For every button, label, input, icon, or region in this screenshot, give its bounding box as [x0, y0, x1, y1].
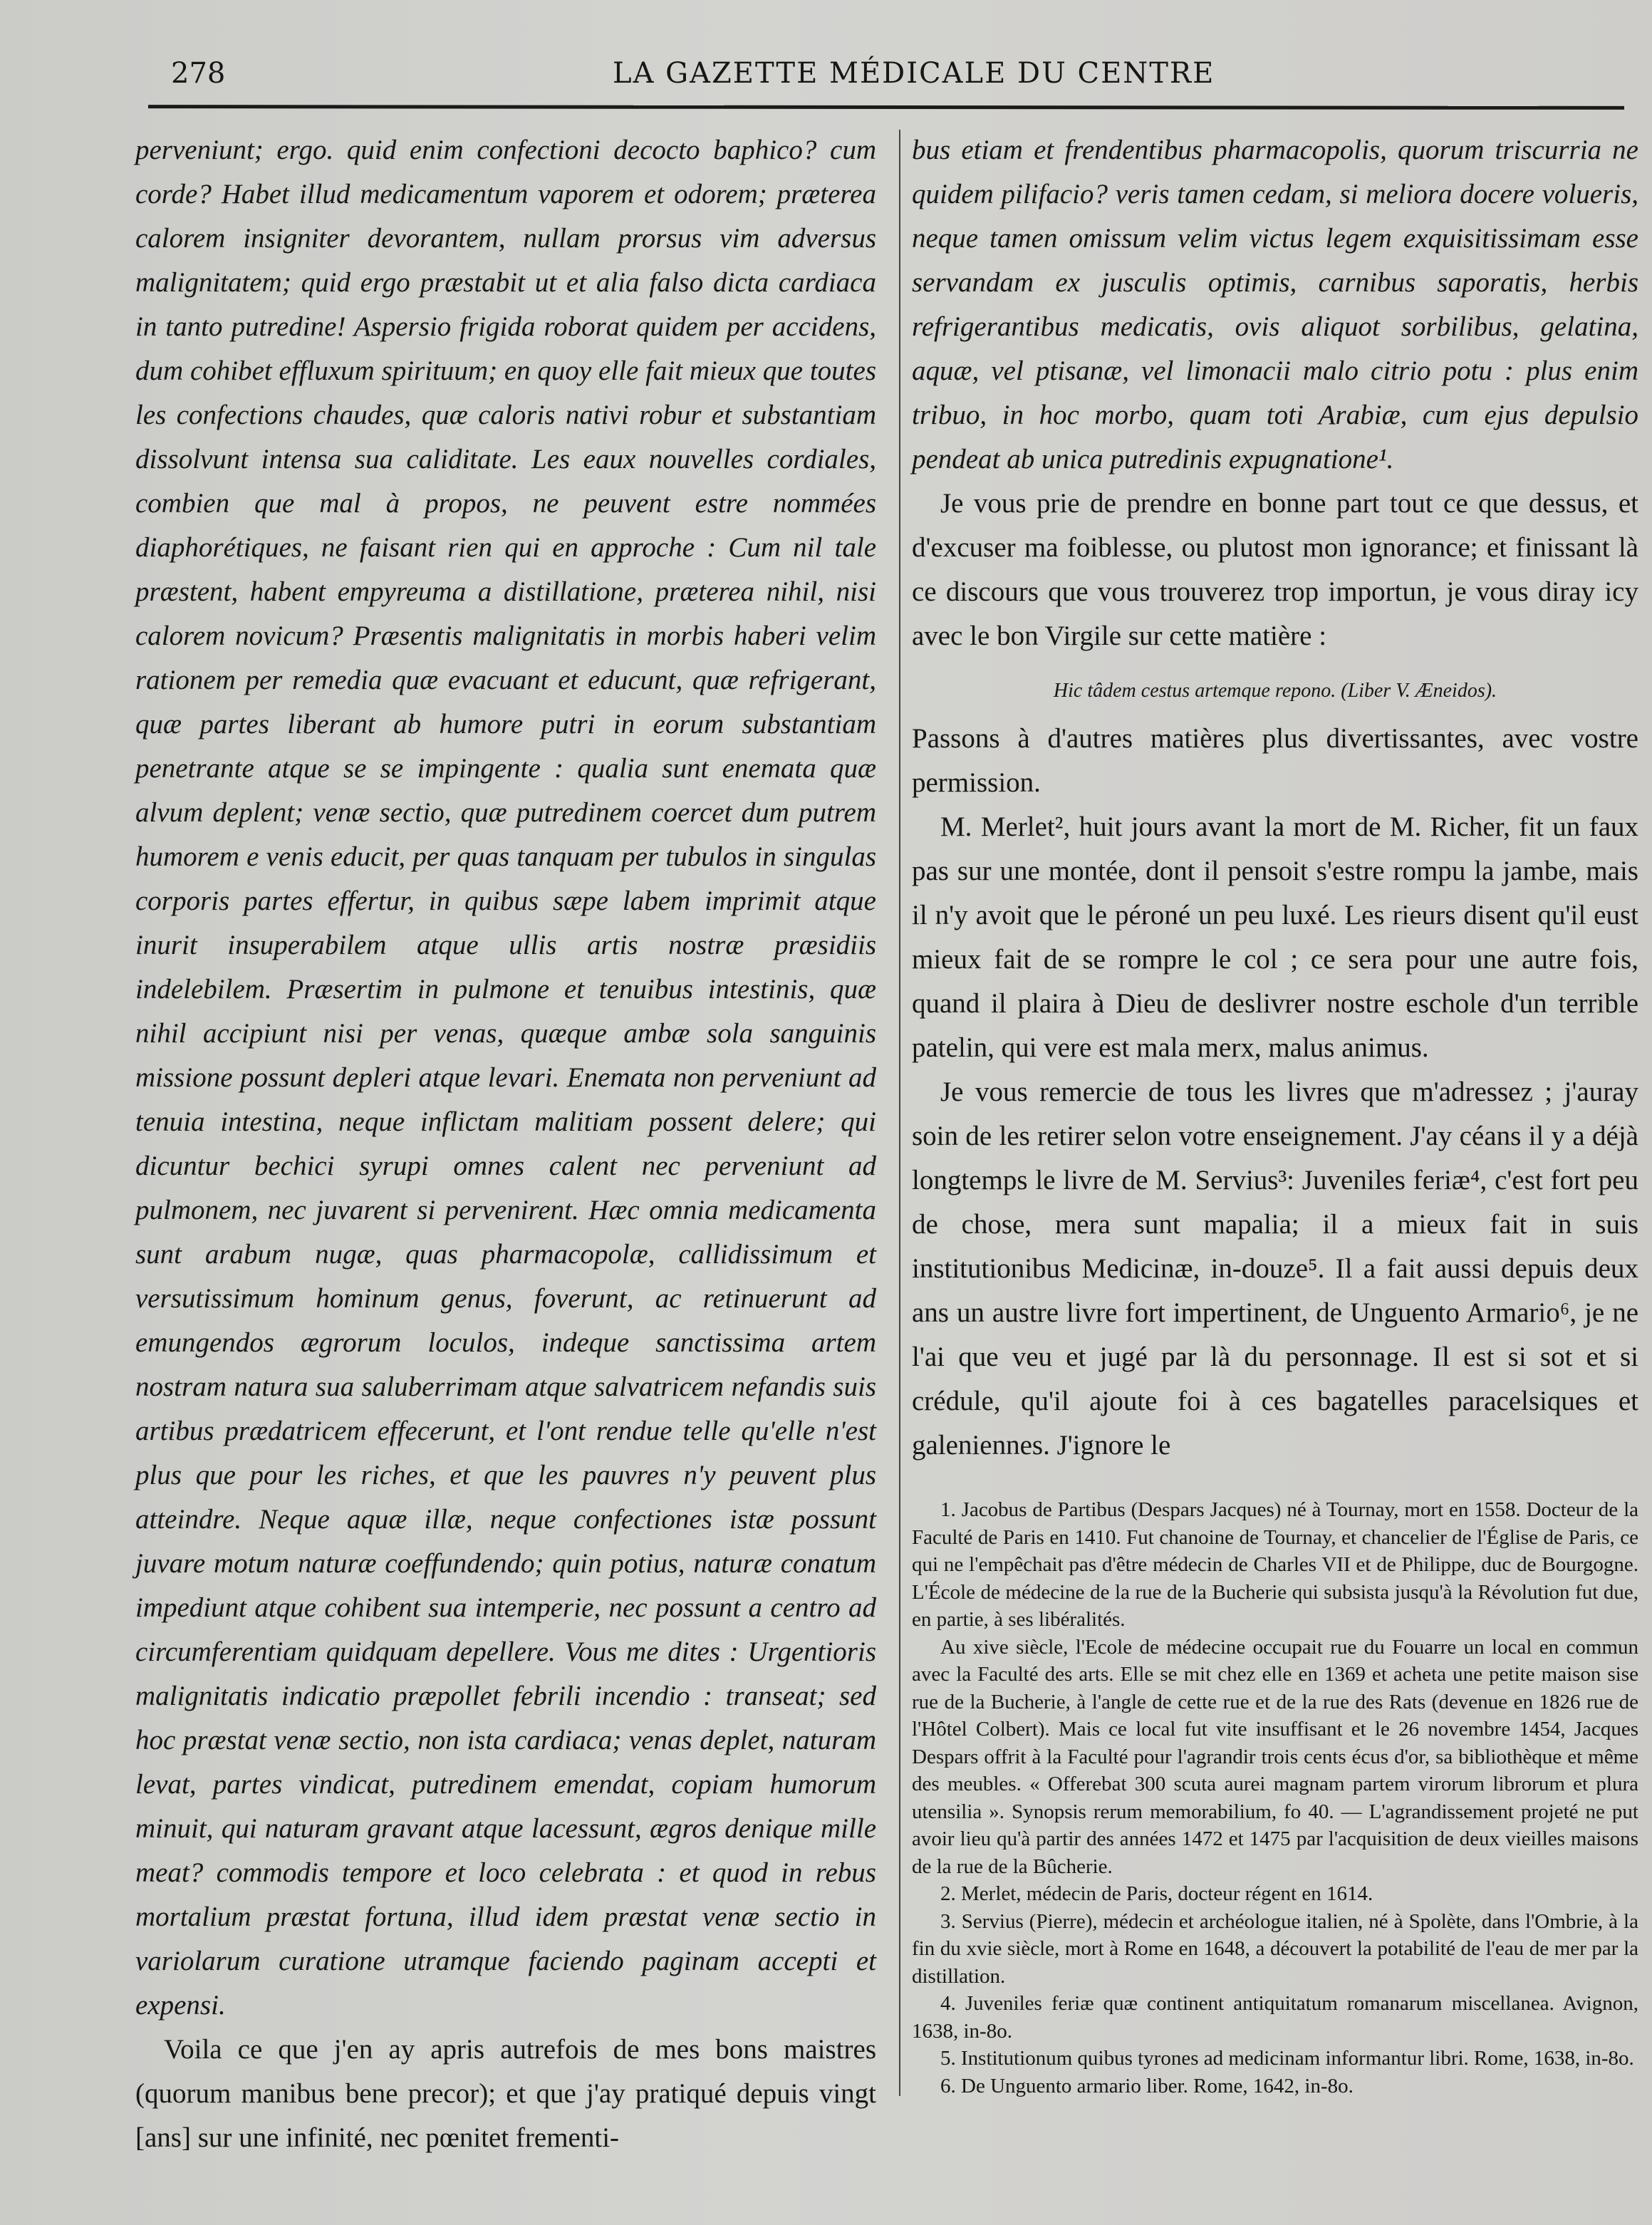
left-paragraph-2: Voila ce que j'en ay apris autrefois de mes bons maistres (quorum manibus bene precor); et que j'ay pratiqué depuis vingt [ans] sur une infinité, nec pœnitet frementi- — [135, 2034, 876, 2153]
right-paragraph-1: bus etiam et frendentibus pharmacopolis, quorum triscurria ne quidem pilifacio? veris tamen cedam, si meliora docere volueris, neque tamen omissum velim victus legem exquisitissimam esse servandam ex jusculis optimis, carnibus saporatis, herbis refrigerantibus medicatis, ovis aliquot sorbilibus, gelatina, aquæ, vel ptisanæ, vel limonacii malo citrio potu : plus enim tribuo, in hoc morbo, quam toti Arabiæ, cum ejus depulsio pendeat ab unica putredinis expugnatione¹. — [912, 135, 1638, 474]
virgil-quote: Hic tâdem cestus artemque repono. (Liber V. Æneidos). — [1053, 680, 1497, 702]
footnote-6: 6. De Unguento armario liber. Rome, 1642, in-8o. — [940, 2074, 1354, 2097]
left-column — [135, 128, 876, 2160]
footnote-4: 4. Juveniles feriæ quæ continent antiquitatum romanarum miscellanea. Avignon, 1638, in-8o. — [912, 1992, 1638, 2043]
right-paragraph-4: M. Merlet², huit jours avant la mort de M. Richer, fit un faux pas sur une montée, dont il pensoit s'estre rompu la jambe, mais il n'y avoit que le péroné un peu luxé. Les rieurs disent qu'il eust mieux fait de se rompre le col ; ce sera pour une autre fois, quand il plaira à Dieu de deslivrer nostre eschole d'un terrible patelin, qui vere est mala merx, malus animus. — [912, 811, 1638, 1063]
journal-title: LA GAZETTE MÉDICALE DU CENTRE — [613, 57, 1215, 90]
footnote-1b: Au xive siècle, l'Ecole de médecine occupait rue du Fouarre un local en commun avec la Faculté des arts. Elle se mit chez elle en 1369 et acheta une petite maison sise rue de la Bucherie, à l'angle de cette rue et de la rue des Rats (devenue en 1826 rue de l'Hôtel Colbert). Mais ce local fut vite insuffisant et le 26 novembre 1454, Jacques Despars offrit à la Faculté pour l'agrandir trois cents écus d'or, sa bibliothèque et même des meubles. « Offerebat 300 scuta aurei magnam partem virorum librorum et plura utensilia ». Synopsis rerum memorabilium, fo 40. — L'agrandissement projeté ne put avoir lieu qu'à partir des années 1472 et 1475 par l'acquisition de deux vieilles maisons de la rue de la Bûcherie. — [912, 1635, 1638, 1878]
column-divider — [899, 130, 900, 2096]
right-paragraph-3: Passons à d'autres matières plus divertissantes, avec vostre permission. — [912, 723, 1638, 798]
right-column — [912, 128, 1638, 2100]
footnote-2: 2. Merlet, médecin de Paris, docteur régent en 1614. — [940, 1882, 1373, 1905]
left-paragraph-1: perveniunt; ergo. quid enim confectioni decocto baphico? cum corde? Habet illud medicamentum vaporem et odorem; præterea calorem insigniter devorantem, nullam prorsus vim adversus malignitatem; quid ergo præstabit ut et alia falso dicta cardiaca in tanto putredine! Aspersio frigida roborat quidem per accidens, dum cohibet effluxum spirituum; en quoy elle fait mieux que toutes les confections chaudes, quæ caloris nativi robur et substantiam dissolvunt intensa sua caliditate. Les eaux nouvelles cordiales, combien que mal à propos, ne peuvent estre nommées diaphorétiques, ne faisant rien qui en approche : Cum nil tale præstent, habent empyreuma a distillatione, præterea nihil, nisi calorem novicum? Præsentis malignitatis in morbis haberi velim rationem per remedia quæ evacuant et educunt, quæ refrigerant, quæ partes liberant ab humore putri in eorum substantiam penetrante atque se se impingente : qualia sunt enemata quæ alvum deplent; venæ sectio, quæ putredinem coercet dum putrem humorem e venis educit, per quas tanquam per tubulos in singulas corporis partes effertur, in quibus sæpe labem imprimit atque inurit insuperabilem atque ullis artis nostræ præsidiis indelebilem. Præsertim in pulmone et tenuibus intestinis, quæ nihil accipiunt nisi per venas, quæque ambæ sola sanguinis missione possunt depleri atque levari. Enemata non perveniunt ad tenuia intestina, neque inflictam malitiam possent delere; qui dicuntur bechici syrupi omnes calent nec perveniunt ad pulmonem, nec juvarent si pervenirent. Hæc omnia medicamenta sunt arabum nugæ, quas pharmacopolæ, callidissimum et versutissimum hominum genus, foverunt, ac retinuerunt ad emungendos ægrorum loculos, indeque sanctissima artem nostram natura sua saluberrimam atque salvatricem nefandis suis artibus prædatricem effecerunt, et l'ont rendue telle qu'elle n'est plus que pour les riches, et que les pauvres n'y peuvent plus atteindre. Neque aquæ illæ, neque confectiones istæ possunt juvare motum naturæ coeffundendo; quin potius, naturæ conatum impediunt atque cohibent sua intemperie, nec possunt a centro ad circumferentiam quidquam depellere. Vous me dites : Urgentioris malignitatis indicatio præpollet febrili incendio : transeat; sed hoc præstat venæ sectio, non ista cardiaca; venas deplet, naturam levat, partes vindicat, putredinem emendat, copiam humorum minuit, qui naturam gravant atque lacessunt, ægros denique mille meat? commodis tempore et loco celebrata : et quod in rebus mortalium præstat fortuna, illud idem præstat venæ sectio in variolarum curatione utramque faciendo paginam accepti et expensi. — [135, 135, 876, 2021]
right-paragraph-5: Je vous remercie de tous les livres que m'adressez ; j'auray soin de les retirer selon votre enseignement. J'ay céans il y a déjà longtemps le livre de M. Servius³: Juveniles feriæ⁴, c'est fort peu de chose, mera sunt mapalia; il a mieux fait in suis institutionibus Medicinæ, in-douze⁵. Il a fait aussi depuis deux ans un austre livre fort impertinent, de Unguento Armario⁶, je ne l'ai que veu et jugé par là du personnage. Il est si sot et si crédule, qu'il ajoute foi à ces bagatelles paracelsiques et galeniennes. J'ignore le — [912, 1077, 1638, 1461]
footnote-3: 3. Servius (Pierre), médecin et archéologue italien, né à Spolète, dans l'Ombrie, à la fin du xvie siècle, mort à Rome en 1648, a découvert la potabilité de l'eau de mer par la distillation. — [912, 1909, 1638, 1988]
right-paragraph-2: Je vous prie de prendre en bonne part tout ce que dessus, et d'excuser ma foiblesse, ou plutost mon ignorance; et finissant là ce discours que vous trouverez trop importun, je vous diray icy avec le bon Virgile sur cette matière : — [912, 488, 1638, 651]
header-rule — [148, 105, 1624, 110]
page-number: 278 — [171, 57, 226, 90]
footnote-5: 5. Institutionum quibus tyrones ad medicinam informantur libri. Rome, 1638, in-8o. — [940, 2047, 1634, 2070]
page-header — [142, 51, 1624, 101]
footnote-1a: 1. Jacobus de Partibus (Despars Jacques) né à Tournay, mort en 1558. Docteur de la Faculté de Paris en 1410. Fut chanoine de Tournay, et chancelier de l'Église de Paris, ce qui ne l'empêchait pas d'être médecin de Charles VII et de Philippe, duc de Bourgogne. L'École de médecine de la rue de la Bucherie qui subsista jusqu'à la Révolution fut due, en partie, à ses libéralités. — [912, 1498, 1638, 1631]
footnotes — [912, 1496, 1638, 2100]
